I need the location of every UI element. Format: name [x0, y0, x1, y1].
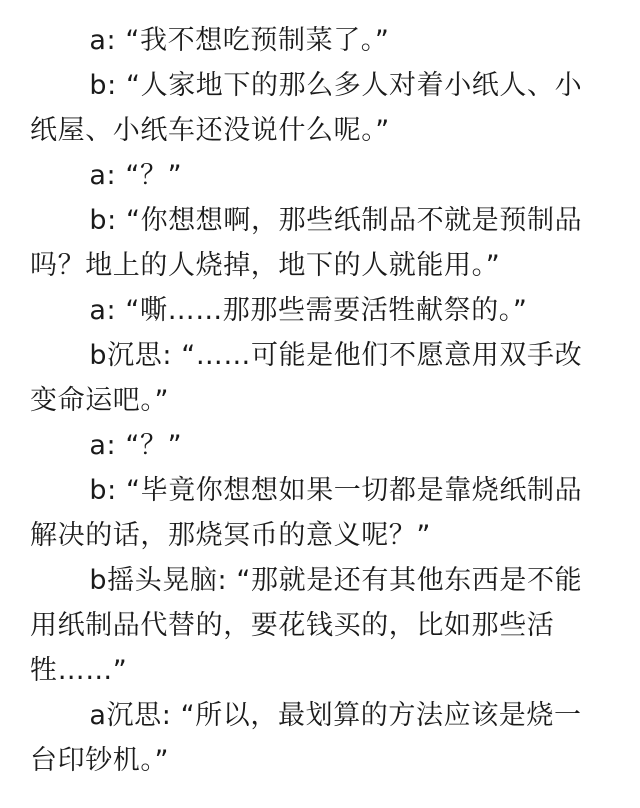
dialogue-line: a: “？”: [89, 160, 183, 191]
dialogue-line: b: “人家地下的那么多人对着小纸人、小纸屋、小纸车还没说什么呢。”: [30, 70, 583, 146]
dialogue-line: b: “毕竟你想想如果一切都是靠烧纸制品解决的话，那烧冥币的意义呢？”: [30, 475, 583, 551]
dialogue-line: b沉思: “……可能是他们不愿意用双手改变命运吧。”: [30, 340, 583, 416]
dialogue-line: a: “我不想吃预制菜了。”: [89, 25, 390, 56]
dialogue-line: a: “？”: [89, 430, 183, 461]
dialogue-line: a: “嘶……那那些需要活牲献祭的。”: [89, 295, 528, 326]
dialogue-line: b: “你想想啊，那些纸制品不就是预制品吗？地上的人烧掉，地下的人就能用。”: [30, 205, 583, 281]
dialogue-line: b摇头晃脑: “那就是还有其他东西是不能用纸制品代替的，要花钱买的，比如那些活牲……”: [30, 565, 583, 686]
dialogue-line: a沉思: “所以，最划算的方法应该是烧一台印钞机。”: [30, 700, 582, 776]
dialogue-text: [30, 18, 605, 783]
